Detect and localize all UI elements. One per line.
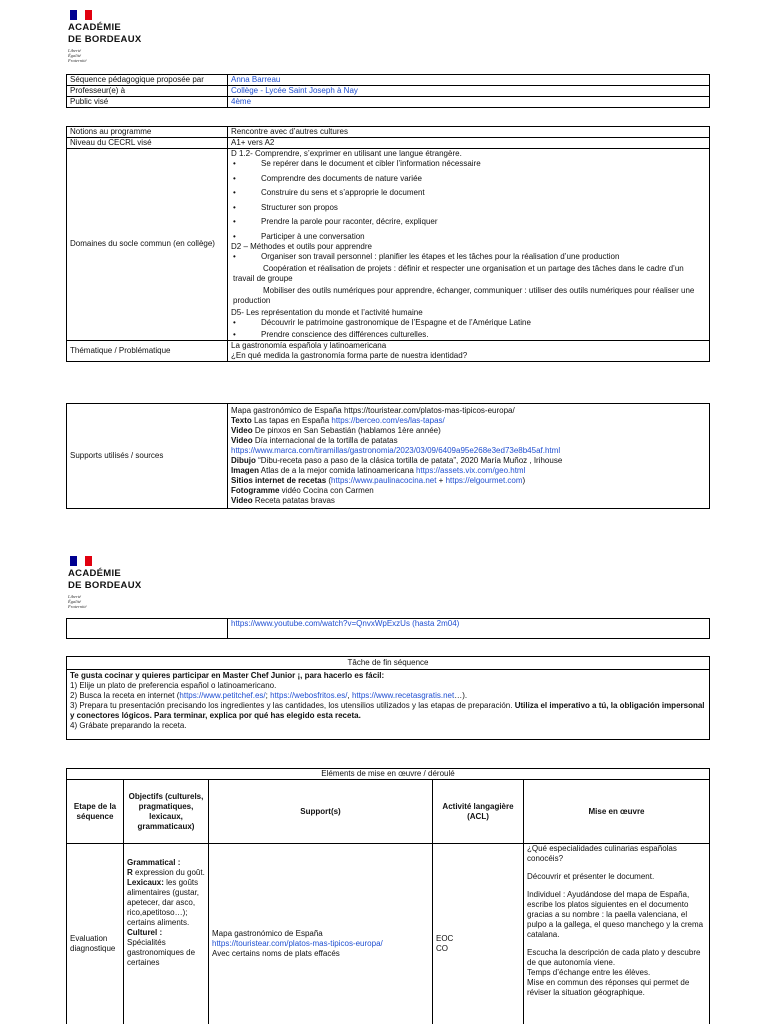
deroule-table <box>66 768 710 1024</box>
link[interactable]: https://berceo.com/es/las-tapas/ <box>331 416 445 425</box>
table-row: Public visé 4ème <box>67 97 710 108</box>
table-row <box>67 670 710 740</box>
table-row <box>67 769 710 780</box>
supports-table <box>66 403 710 509</box>
program-table <box>66 126 710 362</box>
public-level: 4ème <box>228 97 710 108</box>
supports-continued-table <box>66 618 710 639</box>
table-row: Evaluation diagnostique Grammatical : R expression du goût. Lexicaux: les goûts alimentaires (gustar, apetecer, dar asco, rico,apetitoso…); certains aliments. Culturel : Spécialités gastronomiques de certaines Mapa gastronómico de España https://touristear.com/platos-mas-tipicos-europa/ Avec certains noms de plats effacés EOC CO ¿Qué especialidades culinarias españolas conocéis? Découvrir et présenter le document. Individuel : Ayudándose del mapa de España, escribe los platos siguientes en el documento gracias a su nombre : la paella valenciana, el pulpo a la gallega, el queso manchego y la crema catalana. Escucha la descripción de cada plato y descubre de que autonomía viene. Temps d’échange entre les élèves. Mise en commun des réponses qui permet de réviser la situation géographique. <box>67 844 710 1024</box>
domaines-content: D 1.2- Comprendre, s’exprimer en utilisant une langue étrangère. • Se repérer dans le document et cibler l’information nécessaire • Comprendre des documents de nature variée • Construire du sens et s’approprie le document • Structurer son propos • Prendre la parole pour raconter, décrire, expliquer • Participer à une conversation D2 – Méthodes et outils pour apprendre • Organiser son travail personnel : planifier les étapes et les tâches pour la réalisation d’une production Coopération et réalisation de projets : définir et respecter une organisation et un partage des tâches dans le cadre d’un travail de groupe Mobiliser des outils numériques pour apprendre, échanger, communiquer : utiliser des outils numériques pour réaliser une production D5- Les représentation du monde et l’activité humaine • Découvrir le patrimoine gastronomique de l’Espagne et de l’Amérique Latine • Prendre conscience des différences culturelles. <box>228 149 710 341</box>
table-row: Notions au programme Rencontre avec d’autres cultures <box>67 127 710 138</box>
link[interactable]: https://www.youtube.com/watch?v=QnvxWpExzUs (hasta 2m04) <box>228 619 710 639</box>
deroule-title: Eléments de mise en œuvre / déroulé <box>67 769 710 780</box>
academie-logo: ACADÉMIE DE BORDEAUX Liberté Égalité Fraternité <box>68 556 142 609</box>
task-content: Te gusta cocinar y quieres participar en Master Chef Junior ¡, para hacerlo es fácil: 1) Elije un plato de preferencia español o latinoamericano. 2) Busca la receta en internet (https://www.petitchef.es/; https://webosfritos.es/, https://www.recetasgratis.net…). 3) Prepara tu presentación precisando los ingredientes y las cantidades, los utensilios utilizados y las etapas de preparación. Utiliza el imperativo a tú, la obligación impersonal y conectores lógicos. Para terminar, explica por qué has elegido esta receta. 4) Grábate preparando la receta. <box>67 670 710 740</box>
link[interactable]: https://touristear.com/platos-mas-tipicos-europa/ <box>212 938 383 948</box>
link[interactable]: https://www.recetasgratis.net <box>351 691 455 700</box>
table-row: Niveau du CECRL visé A1+ vers A2 <box>67 138 710 149</box>
french-flag-icon <box>70 10 92 20</box>
task-table <box>66 656 710 740</box>
domaines-label: Domaines du socle commun (en collège) <box>67 149 228 341</box>
link[interactable]: https://webosfritos.es/ <box>270 691 348 700</box>
table-row: Séquence pédagogique proposée par Anna Barreau <box>67 75 710 86</box>
table-row: Thématique / Problématique La gastronomía española y latinoamericana ¿En qué medida la gastronomía forma parte de nuestra identidad? <box>67 340 710 361</box>
table-row <box>67 404 710 509</box>
school-name: Collège - Lycée Saint Joseph à Nay <box>228 86 710 97</box>
academie-logo <box>68 10 142 63</box>
logo-motto: Liberté Égalité Fraternité <box>68 47 87 63</box>
link[interactable]: https://assets.vix.com/geo.html <box>415 466 526 475</box>
table-header-row: Etape de la séquence Objectifs (culturels, pragmatiques, lexicaux, grammaticaux) Support(s) Activité langagière (ACL) Mise en œuvre <box>67 780 710 844</box>
table-row <box>67 657 710 670</box>
table-row <box>67 619 710 639</box>
table-row: Professeur(e) à Collège - Lycée Saint Joseph à Nay <box>67 86 710 97</box>
link[interactable]: https://www.petitchef.es/ <box>179 691 266 700</box>
link[interactable]: https://elgourmet.com <box>445 476 523 485</box>
link[interactable]: https://www.marca.com/tiramillas/gastronomia/2023/03/09/6409a95e268e3ed73e8b45af.html <box>231 446 561 455</box>
link[interactable]: https://www.paulinacocina.net <box>331 476 437 485</box>
table-row <box>67 149 710 341</box>
task-title: Tâche de fin séquence <box>67 657 710 670</box>
info-table <box>66 74 710 108</box>
logo-line2: DE BORDEAUX <box>68 33 142 45</box>
supports-list: Mapa gastronómico de España https://touristear.com/platos-mas-tipicos-europa/ Texto Las tapas en España https://berceo.com/es/las-tapas/ Video De pinxos en San Sebastián (hablamos 1ère année) Video Día internacional de la tortilla de patatas https://www.marca.com/tiramillas/gastronomia/2023/03/09/6409a95e268e3ed73e8b45af.html Dibujo “Dibu-receta paso a paso de la clásica tortilla de patata”, 2020 María Muñoz , Irihouse Imagen Atlas de a la mejor comida latinoamericana https://assets.vix.com/geo.html Sitios internet de recetas (https://www.paulinacocina.net + https://elgourmet.com) Fotogramme vidéo Cocina con Carmen Video Receta patatas bravas <box>228 404 710 509</box>
supports-label: Supports utilisés / sources <box>67 404 228 509</box>
author-name: Anna Barreau <box>228 75 710 86</box>
french-flag-icon <box>70 556 92 566</box>
logo-line1: ACADÉMIE <box>68 22 122 33</box>
